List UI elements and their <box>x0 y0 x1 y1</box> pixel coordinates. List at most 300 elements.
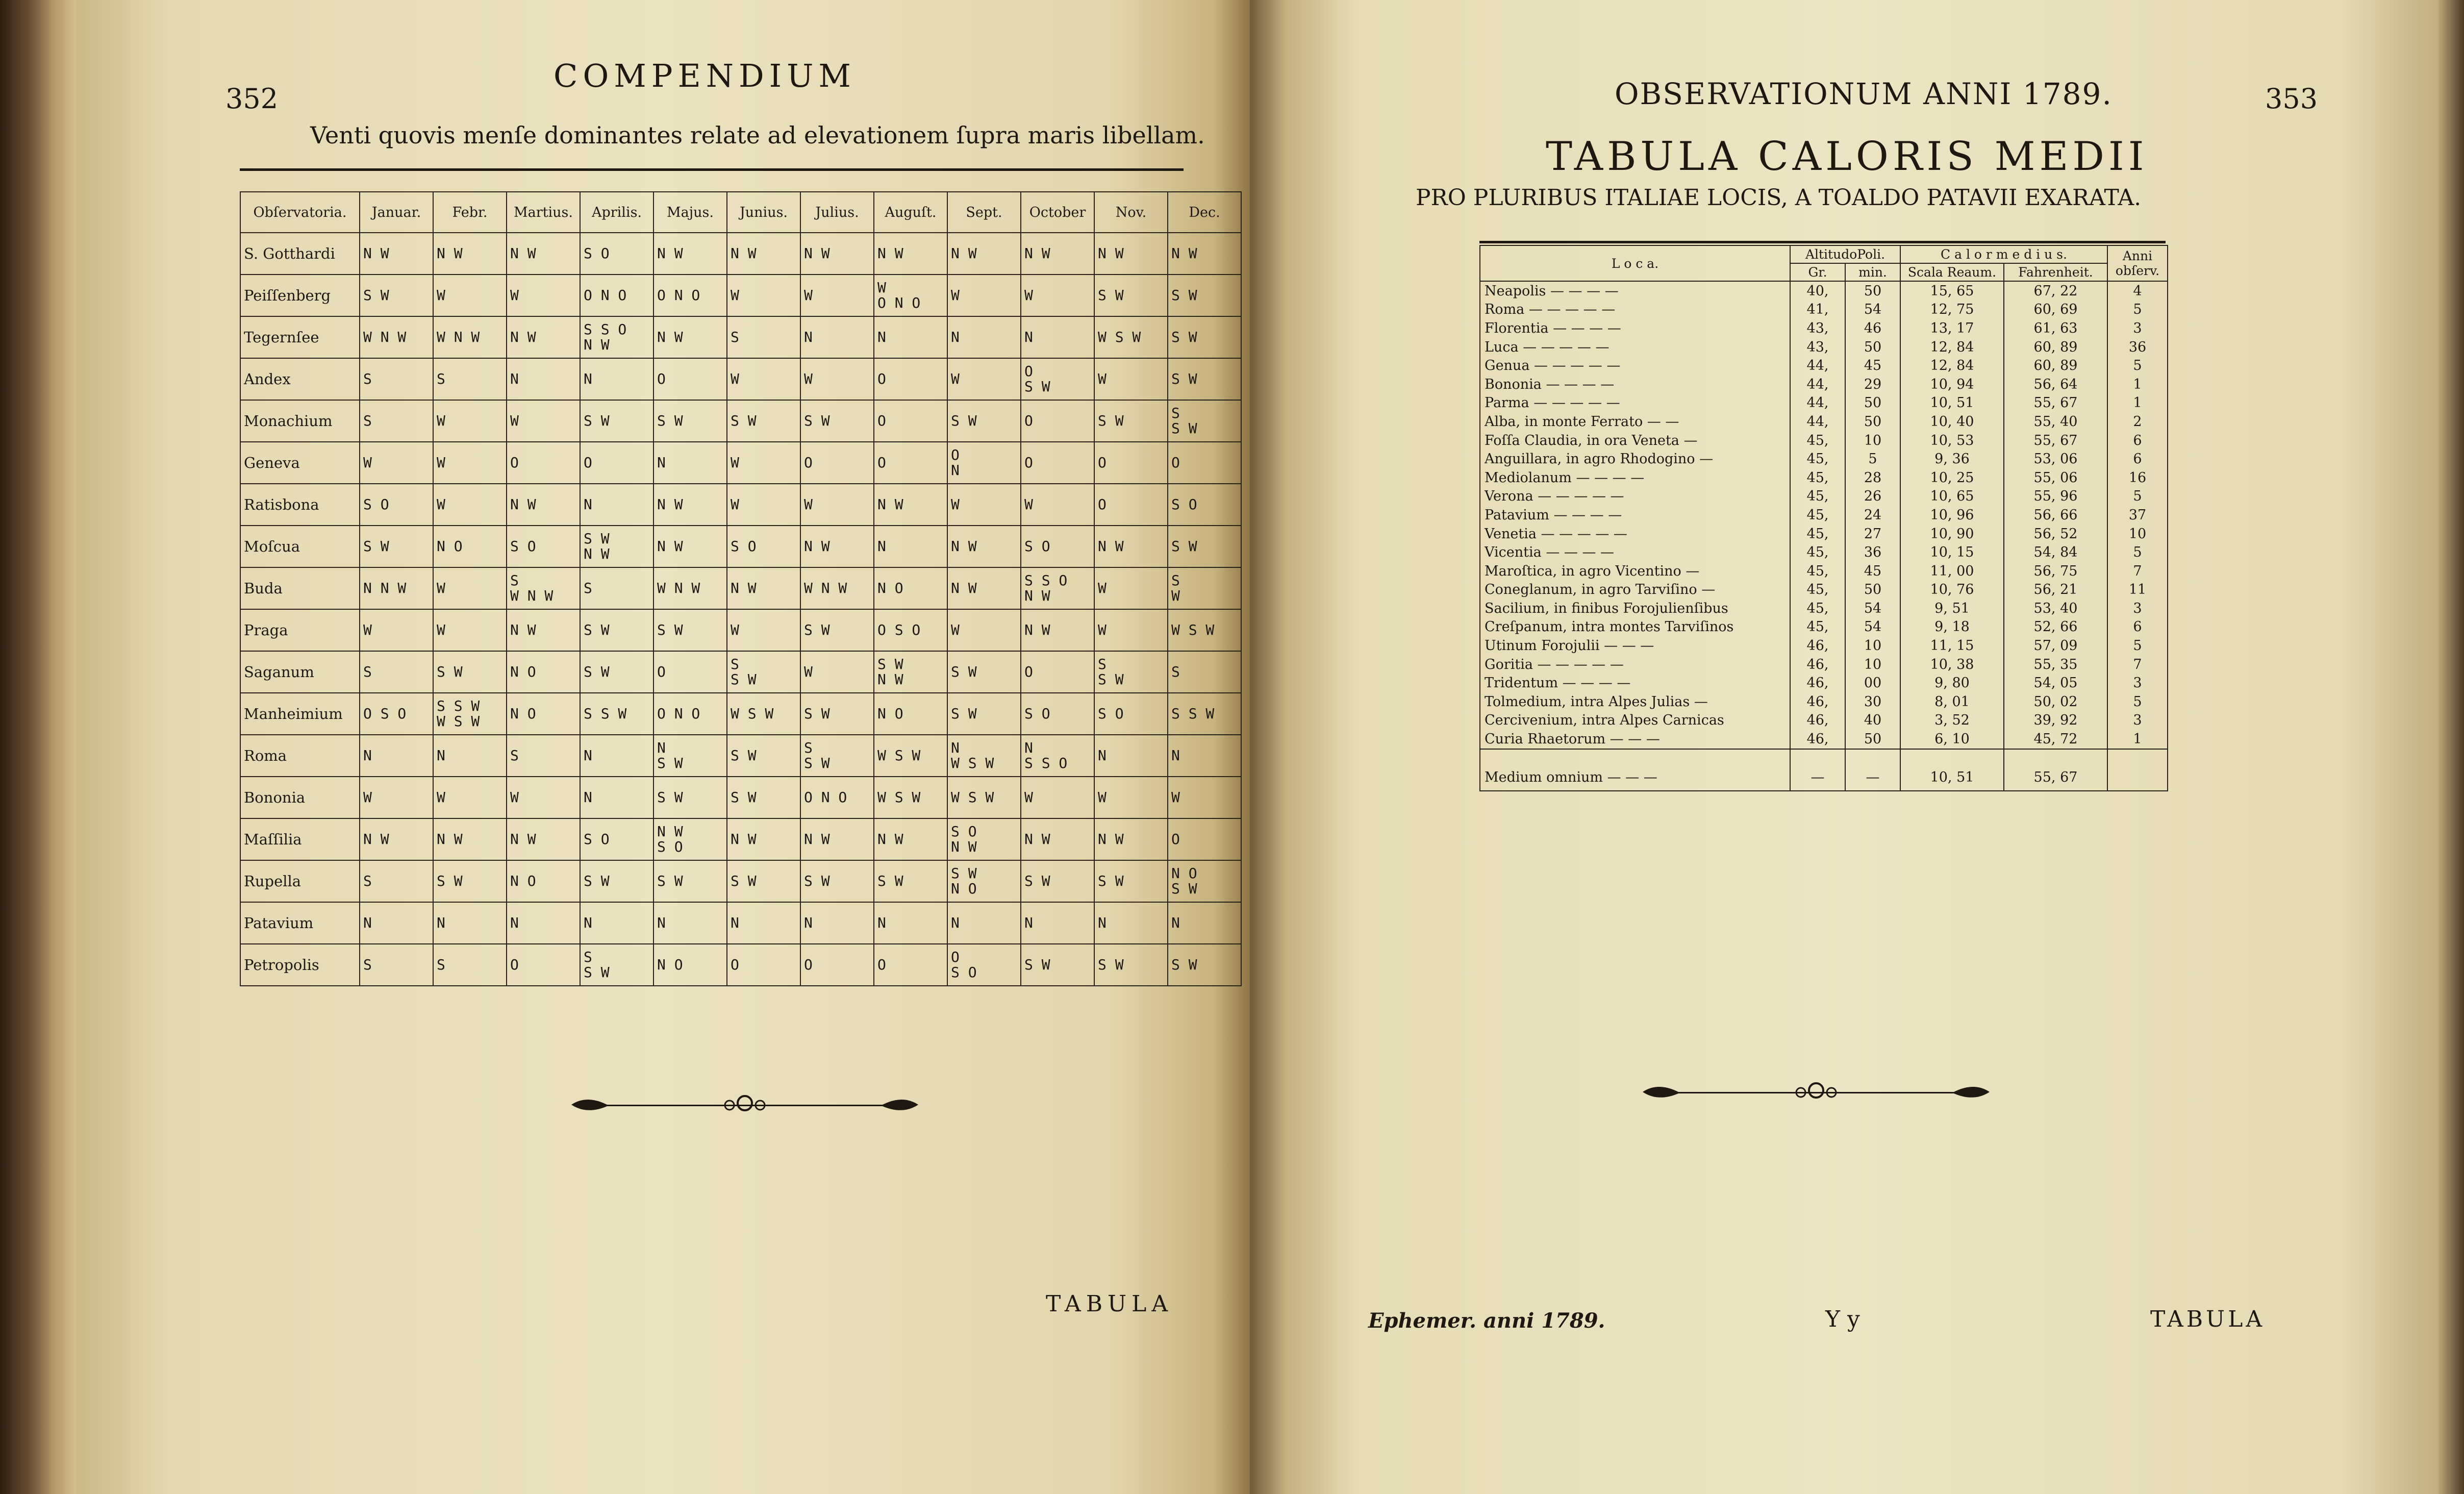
fahrenheit-value: 55, 96 <box>2004 487 2107 506</box>
table-row <box>1480 301 2168 319</box>
latitude-degrees: 45, <box>1790 618 1845 637</box>
wind-direction-cell: W <box>800 275 874 316</box>
wind-direction-cell: S S O N W <box>1021 567 1094 609</box>
book-edge-left <box>0 0 77 1494</box>
wind-direction-cell: S W <box>1168 944 1241 986</box>
fahrenheit-value: 53, 06 <box>2004 450 2107 468</box>
locus-name: Genua — — — — — <box>1480 356 1790 375</box>
latitude-degrees: 45, <box>1790 562 1845 581</box>
reaumur-value: 10, 96 <box>1900 506 2004 525</box>
years-observed: 36 <box>2107 338 2168 357</box>
wind-direction-cell: S <box>360 651 433 693</box>
table-row <box>240 902 1241 944</box>
footer-ephemeris: Ephemer. anni 1789. <box>1368 1309 1605 1333</box>
wind-direction-cell: N O <box>874 693 947 735</box>
ornament-divider-left <box>566 1087 923 1123</box>
wind-direction-cell: N W <box>653 233 727 275</box>
catchword-right: TABULA <box>2150 1306 2266 1332</box>
wind-direction-cell: S W <box>1094 944 1168 986</box>
wind-direction-cell: N W <box>800 818 874 860</box>
latitude-degrees: 45, <box>1790 468 1845 487</box>
wind-direction-cell: N <box>1168 902 1241 944</box>
latitude-minutes: 10 <box>1845 655 1900 674</box>
wind-direction-cell: S W <box>433 651 507 693</box>
table-row <box>1480 487 2168 506</box>
wind-direction-cell: S W <box>1094 275 1168 316</box>
locus-name: Verona — — — — — <box>1480 487 1790 506</box>
wind-direction-cell: O <box>1094 484 1168 526</box>
summary-value: — <box>1845 765 1900 791</box>
wind-direction-cell: W <box>1094 358 1168 400</box>
fahrenheit-value: 54, 05 <box>2004 674 2107 692</box>
wind-direction-cell: S S W W S W <box>433 693 507 735</box>
wind-direction-cell: O <box>874 358 947 400</box>
summary-value: 10, 51 <box>1900 765 2004 791</box>
wind-direction-cell: S O <box>580 818 653 860</box>
years-observed: 1 <box>2107 394 2168 413</box>
reaumur-value: 8, 01 <box>1900 692 2004 711</box>
wind-direction-cell: W <box>507 275 580 316</box>
locus-name: Cercivenium, intra Alpes Carnicas <box>1480 711 1790 730</box>
wind-direction-cell: O S O <box>360 693 433 735</box>
wind-direction-cell: S W <box>947 651 1021 693</box>
signature-mark: Y y <box>1825 1306 1860 1332</box>
wind-direction-cell: W <box>433 484 507 526</box>
wind-direction-cell: S W <box>800 400 874 442</box>
locus-name: Roma — — — — — <box>1480 301 1790 319</box>
spacer-cell <box>2107 749 2168 765</box>
col-loca: L o c a. <box>1480 245 1790 281</box>
observatory-name: Moſcua <box>240 526 360 567</box>
wind-direction-cell: W S W <box>947 777 1021 818</box>
latitude-minutes: 50 <box>1845 281 1900 301</box>
wind-direction-cell: S O <box>580 233 653 275</box>
wind-direction-cell: N W <box>947 526 1021 567</box>
latitude-minutes: 29 <box>1845 375 1900 394</box>
years-observed: 6 <box>2107 450 2168 468</box>
observatory-name: Tegernſee <box>240 316 360 358</box>
wind-direction-cell: O <box>507 442 580 484</box>
wind-direction-cell: N W <box>653 316 727 358</box>
wind-direction-cell: W <box>947 358 1021 400</box>
wind-header-cell: Junius. <box>727 192 800 233</box>
fahrenheit-value: 60, 89 <box>2004 356 2107 375</box>
wind-direction-cell: N W <box>727 818 800 860</box>
wind-direction-cell: W <box>433 609 507 651</box>
wind-direction-cell: S O <box>1094 693 1168 735</box>
wind-direction-cell: O N O <box>653 275 727 316</box>
observatory-name: Maſſilia <box>240 818 360 860</box>
years-observed: 3 <box>2107 674 2168 692</box>
years-observed: 5 <box>2107 543 2168 562</box>
wind-direction-cell: O <box>1168 818 1241 860</box>
latitude-minutes: 26 <box>1845 487 1900 506</box>
table-title: TABULA CALORIS MEDII <box>1546 134 2148 180</box>
wind-direction-cell: S W N W <box>580 526 653 567</box>
latitude-minutes: 36 <box>1845 543 1900 562</box>
wind-direction-cell: W <box>727 484 800 526</box>
running-head-left: COMPENDIUM <box>554 57 856 94</box>
reaumur-value: 10, 65 <box>1900 487 2004 506</box>
latitude-minutes: 45 <box>1845 356 1900 375</box>
wind-direction-cell: N O <box>874 567 947 609</box>
summary-value: — <box>1790 765 1845 791</box>
wind-header-cell: Martius. <box>507 192 580 233</box>
table-spacer-row <box>1480 749 2168 765</box>
wind-direction-cell: N W <box>1021 818 1094 860</box>
wind-direction-cell: O <box>1168 442 1241 484</box>
latitude-degrees: 46, <box>1790 636 1845 655</box>
table-row <box>1480 450 2168 468</box>
wind-direction-cell: S W <box>1094 860 1168 902</box>
observatory-name: Manheimium <box>240 693 360 735</box>
observatory-name: Roma <box>240 735 360 777</box>
wind-direction-cell: N W <box>874 233 947 275</box>
wind-direction-cell: S W <box>874 860 947 902</box>
wind-direction-cell: N <box>874 526 947 567</box>
fahrenheit-value: 56, 52 <box>2004 525 2107 543</box>
wind-direction-cell: S O <box>507 526 580 567</box>
years-observed: 3 <box>2107 711 2168 730</box>
table-row <box>240 860 1241 902</box>
spacer-cell <box>1845 749 1900 765</box>
wind-direction-cell: W <box>1094 777 1168 818</box>
reaumur-value: 10, 40 <box>1900 412 2004 431</box>
table-row <box>240 358 1241 400</box>
wind-direction-cell: W <box>507 777 580 818</box>
table-row <box>1480 431 2168 450</box>
locus-name: Curia Rhaetorum — — — <box>1480 730 1790 749</box>
wind-direction-cell: S <box>507 735 580 777</box>
table-row <box>240 400 1241 442</box>
wind-direction-cell: S W N W <box>874 651 947 693</box>
latitude-degrees: 45, <box>1790 581 1845 600</box>
wind-direction-cell: W <box>360 777 433 818</box>
years-observed: 10 <box>2107 525 2168 543</box>
spacer-cell <box>2004 749 2107 765</box>
wind-direction-cell: S W <box>580 400 653 442</box>
table-row <box>240 651 1241 693</box>
latitude-minutes: 54 <box>1845 618 1900 637</box>
wind-direction-cell: O <box>874 442 947 484</box>
wind-table-header <box>240 192 1241 233</box>
wind-direction-cell: N W <box>1021 233 1094 275</box>
fahrenheit-value: 56, 64 <box>2004 375 2107 394</box>
fahrenheit-value: 57, 09 <box>2004 636 2107 655</box>
locus-name: Foſſa Claudia, in ora Veneta — <box>1480 431 1790 450</box>
col-gr: Gr. <box>1790 263 1845 281</box>
wind-direction-cell: S W <box>727 860 800 902</box>
wind-direction-cell: N <box>800 316 874 358</box>
years-observed: 5 <box>2107 356 2168 375</box>
wind-direction-cell: N W <box>1094 818 1168 860</box>
wind-direction-cell: O S O <box>874 609 947 651</box>
observatory-name: Buda <box>240 567 360 609</box>
wind-direction-cell: N W <box>433 233 507 275</box>
years-observed: 1 <box>2107 375 2168 394</box>
wind-direction-cell: N <box>653 902 727 944</box>
wind-direction-cell: S W <box>1168 358 1241 400</box>
wind-header-cell: Febr. <box>433 192 507 233</box>
wind-direction-cell: N W <box>800 526 874 567</box>
table-row <box>1480 525 2168 543</box>
latitude-minutes: 28 <box>1845 468 1900 487</box>
observatory-name: Saganum <box>240 651 360 693</box>
reaumur-value: 9, 36 <box>1900 450 2004 468</box>
wind-direction-cell: N W <box>874 484 947 526</box>
wind-direction-cell: O <box>874 400 947 442</box>
wind-direction-cell: S W <box>1168 526 1241 567</box>
wind-direction-cell: O <box>653 651 727 693</box>
summary-row <box>1480 765 2168 791</box>
observatory-name: Rupella <box>240 860 360 902</box>
wind-direction-cell: S <box>360 944 433 986</box>
summary-label: Medium omnium — — — <box>1480 765 1790 791</box>
wind-direction-cell: S W <box>1021 944 1094 986</box>
table-row <box>1480 711 2168 730</box>
locus-name: Coneglanum, in agro Tarviſino — <box>1480 581 1790 600</box>
wind-direction-cell: S W <box>727 777 800 818</box>
wind-direction-cell: W S W <box>874 777 947 818</box>
wind-direction-cell: W N W <box>360 316 433 358</box>
wind-direction-cell: N <box>947 902 1021 944</box>
years-observed: 5 <box>2107 692 2168 711</box>
wind-direction-cell: S S W <box>800 735 874 777</box>
wind-direction-cell: N <box>433 902 507 944</box>
page-number-left: 352 <box>225 83 279 115</box>
wind-direction-cell: S W <box>580 609 653 651</box>
heat-table <box>1479 245 2168 791</box>
reaumur-value: 9, 80 <box>1900 674 2004 692</box>
years-observed: 1 <box>2107 730 2168 749</box>
observatory-name: Monachium <box>240 400 360 442</box>
wind-direction-cell: W <box>1021 777 1094 818</box>
wind-direction-cell: W S W <box>874 735 947 777</box>
wind-direction-cell: N <box>874 902 947 944</box>
table-row <box>1480 562 2168 581</box>
fahrenheit-value: 60, 69 <box>2004 301 2107 319</box>
wind-direction-cell: N S W <box>653 735 727 777</box>
wind-direction-cell: W <box>433 777 507 818</box>
latitude-degrees: 45, <box>1790 506 1845 525</box>
latitude-degrees: 44, <box>1790 375 1845 394</box>
wind-direction-cell: W <box>727 609 800 651</box>
wind-header-cell: Dec. <box>1168 192 1241 233</box>
wind-direction-cell: S W <box>1168 316 1241 358</box>
locus-name: Parma — — — — — <box>1480 394 1790 413</box>
wind-direction-cell: S W <box>1094 400 1168 442</box>
years-observed: 11 <box>2107 581 2168 600</box>
wind-direction-cell: S S W <box>1168 400 1241 442</box>
years-observed: 3 <box>2107 319 2168 338</box>
reaumur-value: 13, 17 <box>1900 319 2004 338</box>
reaumur-value: 6, 10 <box>1900 730 2004 749</box>
years-observed: 37 <box>2107 506 2168 525</box>
wind-direction-cell: O <box>727 944 800 986</box>
fahrenheit-value: 50, 02 <box>2004 692 2107 711</box>
wind-direction-cell: N <box>947 316 1021 358</box>
wind-direction-cell: N N W <box>360 567 433 609</box>
wind-direction-cell: S <box>580 567 653 609</box>
table-row <box>240 777 1241 818</box>
wind-direction-cell: N <box>1021 316 1094 358</box>
locus-name: Creſpanum, intra montes Tarviſinos <box>1480 618 1790 637</box>
reaumur-value: 10, 38 <box>1900 655 2004 674</box>
table-row <box>1480 636 2168 655</box>
wind-direction-cell: S W <box>653 860 727 902</box>
years-observed: 2 <box>2107 412 2168 431</box>
wind-direction-cell: W <box>360 442 433 484</box>
latitude-minutes: 10 <box>1845 431 1900 450</box>
wind-direction-cell: N W <box>360 818 433 860</box>
locus-name: Venetia — — — — — <box>1480 525 1790 543</box>
table-row <box>240 944 1241 986</box>
reaumur-value: 3, 52 <box>1900 711 2004 730</box>
wind-direction-cell: W <box>433 400 507 442</box>
wind-direction-cell: N W <box>507 233 580 275</box>
wind-direction-cell: N W <box>874 818 947 860</box>
wind-direction-cell: N <box>580 358 653 400</box>
table-row <box>1480 356 2168 375</box>
col-calor: C a l o r m e d i u s. <box>1900 245 2107 263</box>
wind-direction-cell: N W <box>360 233 433 275</box>
wind-direction-cell: S S W <box>580 944 653 986</box>
table-subtitle-right: PRO PLURIBUS ITALIAE LOCIS, A TOALDO PATAVII EXARATA. <box>1416 185 2142 211</box>
wind-direction-cell: O S O <box>947 944 1021 986</box>
locus-name: Tridentum — — — — <box>1480 674 1790 692</box>
wind-direction-cell: S O <box>1021 693 1094 735</box>
table-row <box>1480 618 2168 637</box>
years-observed: 3 <box>2107 599 2168 618</box>
wind-direction-cell: W <box>433 567 507 609</box>
wind-direction-cell: W <box>800 484 874 526</box>
table-row <box>240 442 1241 484</box>
wind-direction-cell: N <box>727 902 800 944</box>
ornament-divider-right <box>1638 1074 1995 1110</box>
wind-direction-cell: S W <box>947 693 1021 735</box>
wind-direction-cell: N W <box>1094 233 1168 275</box>
table-row <box>1480 599 2168 618</box>
wind-direction-cell: W <box>433 275 507 316</box>
latitude-degrees: 40, <box>1790 281 1845 301</box>
wind-direction-cell: S <box>360 400 433 442</box>
wind-direction-cell: O S W <box>1021 358 1094 400</box>
wind-direction-cell: S W <box>653 400 727 442</box>
table-subtitle-left: Venti quovis menſe dominantes relate ad elevationem ſupra maris libellam. <box>310 121 1205 149</box>
wind-direction-cell: S W <box>1168 567 1241 609</box>
wind-direction-cell: S <box>433 944 507 986</box>
wind-direction-cell: O N O <box>580 275 653 316</box>
spacer-cell <box>1480 749 1790 765</box>
fahrenheit-value: 55, 06 <box>2004 468 2107 487</box>
years-observed: 6 <box>2107 618 2168 637</box>
fahrenheit-value: 56, 21 <box>2004 581 2107 600</box>
wind-direction-cell: S W <box>800 860 874 902</box>
wind-direction-cell: W O N O <box>874 275 947 316</box>
col-anni: Anni obſerv. <box>2107 245 2168 281</box>
wind-header-cell: Obſervatoria. <box>240 192 360 233</box>
latitude-minutes: 50 <box>1845 581 1900 600</box>
years-observed: 5 <box>2107 636 2168 655</box>
wind-direction-cell: S W <box>653 609 727 651</box>
wind-header-cell: Januar. <box>360 192 433 233</box>
wind-direction-cell: O <box>1094 442 1168 484</box>
reaumur-value: 9, 51 <box>1900 599 2004 618</box>
wind-direction-cell: N W <box>1021 609 1094 651</box>
wind-direction-cell: S W <box>653 777 727 818</box>
latitude-degrees: 44, <box>1790 412 1845 431</box>
reaumur-value: 10, 90 <box>1900 525 2004 543</box>
wind-direction-cell: O <box>800 944 874 986</box>
table-row <box>240 233 1241 275</box>
wind-direction-cell: N W <box>507 316 580 358</box>
wind-direction-cell: N W <box>947 567 1021 609</box>
latitude-degrees: 46, <box>1790 711 1845 730</box>
years-observed: 6 <box>2107 431 2168 450</box>
latitude-minutes: 5 <box>1845 450 1900 468</box>
locus-name: Anguillara, in agro Rhodogino — <box>1480 450 1790 468</box>
left-page <box>77 0 1250 1494</box>
wind-direction-cell: S W <box>1168 275 1241 316</box>
wind-direction-cell: S S W <box>1168 693 1241 735</box>
reaumur-value: 11, 00 <box>1900 562 2004 581</box>
fahrenheit-value: 45, 72 <box>2004 730 2107 749</box>
wind-direction-cell: S W <box>727 400 800 442</box>
wind-direction-cell: N <box>800 902 874 944</box>
wind-direction-cell: O N O <box>653 693 727 735</box>
wind-direction-cell: W S W <box>1168 609 1241 651</box>
right-page <box>1250 0 2438 1494</box>
wind-direction-cell: N O <box>507 860 580 902</box>
table-row <box>1480 655 2168 674</box>
col-min: min. <box>1845 263 1900 281</box>
wind-direction-cell: W <box>947 275 1021 316</box>
fahrenheit-value: 67, 22 <box>2004 281 2107 301</box>
observatory-name: Peiſſenberg <box>240 275 360 316</box>
years-observed: 16 <box>2107 468 2168 487</box>
wind-direction-cell: N <box>360 735 433 777</box>
table-row <box>1480 543 2168 562</box>
table-row <box>1480 319 2168 338</box>
latitude-degrees: 45, <box>1790 431 1845 450</box>
summary-value <box>2107 765 2168 791</box>
wind-direction-cell: W <box>507 400 580 442</box>
wind-header-cell: Nov. <box>1094 192 1168 233</box>
observatory-name: Bononia <box>240 777 360 818</box>
locus-name: Utinum Forojulii — — — <box>1480 636 1790 655</box>
col-reaum: Scala Reaum. <box>1900 263 2004 281</box>
reaumur-value: 12, 84 <box>1900 356 2004 375</box>
wind-direction-cell: S O <box>1168 484 1241 526</box>
fahrenheit-value: 55, 35 <box>2004 655 2107 674</box>
table-row <box>1480 581 2168 600</box>
table-row <box>240 275 1241 316</box>
wind-direction-cell: N W <box>727 233 800 275</box>
wind-direction-cell: S S W <box>727 651 800 693</box>
locus-name: Luca — — — — — <box>1480 338 1790 357</box>
fahrenheit-value: 61, 63 <box>2004 319 2107 338</box>
wind-direction-cell: S W <box>727 735 800 777</box>
years-observed: 7 <box>2107 562 2168 581</box>
reaumur-value: 12, 75 <box>1900 301 2004 319</box>
wind-direction-cell: N W <box>1094 526 1168 567</box>
table-row <box>1480 674 2168 692</box>
locus-name: Bononia — — — — <box>1480 375 1790 394</box>
latitude-degrees: 43, <box>1790 319 1845 338</box>
years-observed: 7 <box>2107 655 2168 674</box>
latitude-degrees: 45, <box>1790 543 1845 562</box>
wind-direction-cell: O <box>507 944 580 986</box>
